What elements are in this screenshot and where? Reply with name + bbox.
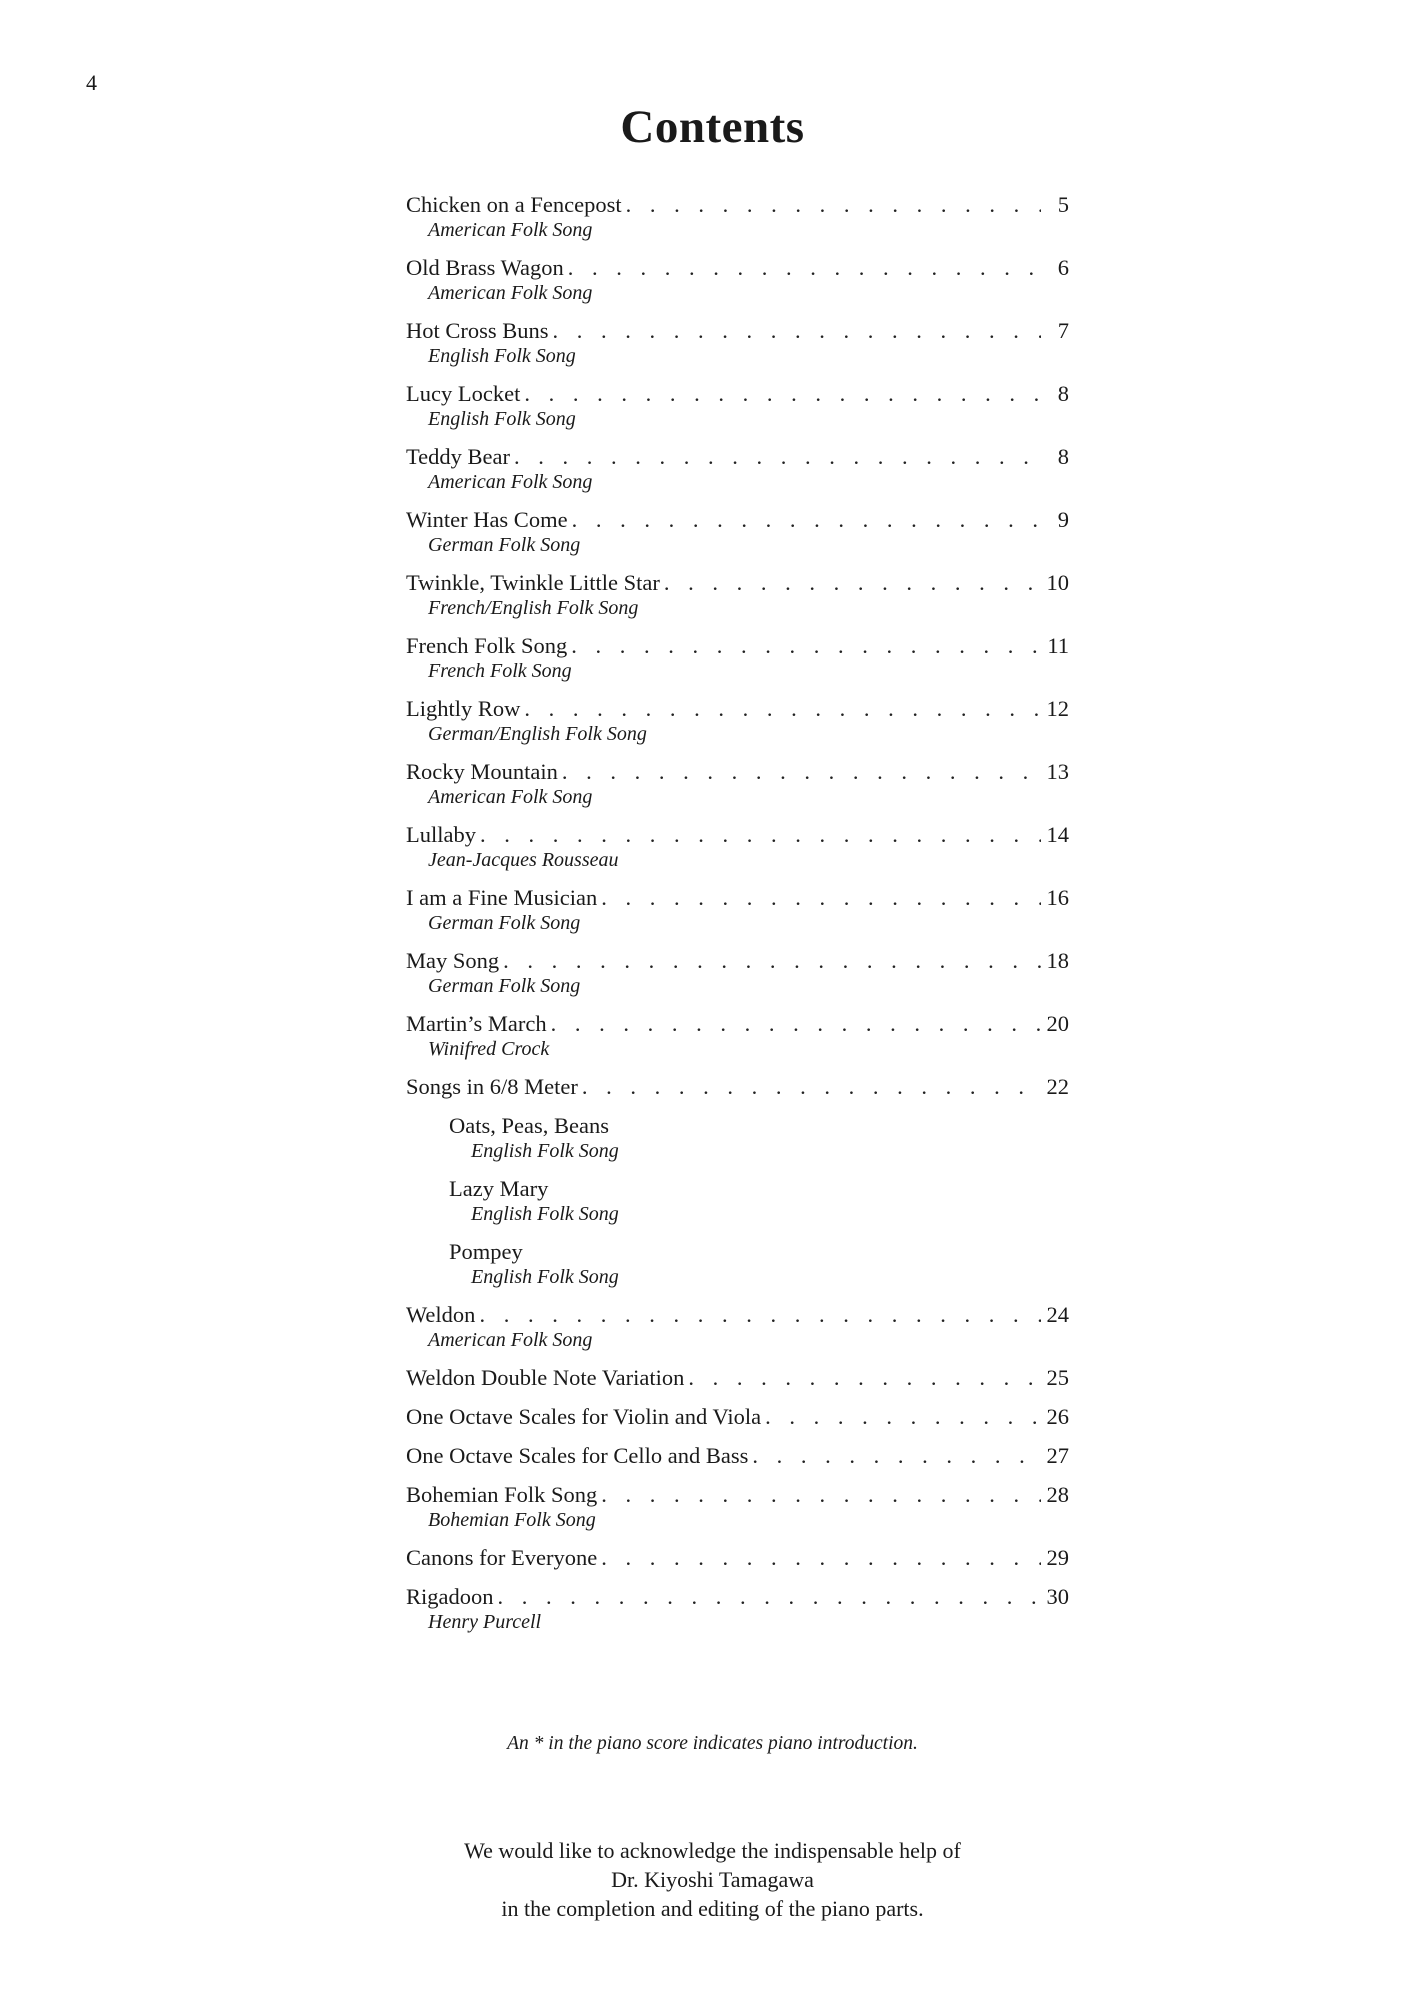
toc-entry — [406, 1443, 1069, 1469]
toc-entry-line — [406, 885, 1069, 911]
toc-entry — [406, 759, 1069, 809]
toc-entry-line — [406, 696, 1069, 722]
toc-entry-line — [406, 1443, 1069, 1469]
dot-leader — [572, 507, 1041, 533]
dot-leader — [752, 1443, 1041, 1469]
toc-subentry — [406, 1239, 1069, 1289]
toc-entry — [406, 822, 1069, 872]
toc-entry-subtitle: American Folk Song — [428, 1329, 593, 1351]
dot-leader — [480, 822, 1041, 848]
toc-entry — [406, 570, 1069, 620]
toc-entry-subtitle: Winifred Crock — [428, 1038, 550, 1060]
toc-entry-line — [406, 192, 1069, 218]
toc-entry-subtitle: American Folk Song — [428, 219, 593, 241]
toc-entry-page: 7 — [1057, 318, 1069, 343]
toc-entry — [406, 192, 1069, 242]
toc-entry-page: 25 — [1046, 1365, 1069, 1390]
toc-entry-subtitle: French/English Folk Song — [428, 597, 639, 619]
dot-leader — [601, 1482, 1041, 1508]
toc-entry-line — [406, 759, 1069, 785]
dot-leader — [664, 570, 1041, 596]
toc-entry — [406, 1365, 1069, 1391]
toc-entry — [406, 885, 1069, 935]
toc-entry-title: I am a Fine Musician — [406, 885, 598, 910]
toc-entry-title: Lightly Row — [406, 696, 521, 721]
toc-entry-subtitle: English Folk Song — [428, 345, 576, 367]
toc-entry — [406, 381, 1069, 431]
toc-entry-title: One Octave Scales for Violin and Viola — [406, 1404, 762, 1429]
toc-entry-page: 14 — [1046, 822, 1069, 847]
toc-entry-title: Bohemian Folk Song — [406, 1482, 598, 1507]
toc-entry-title: Lazy Mary — [449, 1176, 549, 1201]
toc-entry-page: 20 — [1046, 1011, 1069, 1036]
dot-leader — [571, 633, 1041, 659]
dot-leader — [601, 1545, 1041, 1571]
toc-entry-line — [406, 822, 1069, 848]
toc-entry-title: Winter Has Come — [406, 507, 568, 532]
toc-entry-line — [406, 318, 1069, 344]
toc-entry-subtitle: English Folk Song — [471, 1203, 619, 1225]
toc-entry — [406, 255, 1069, 305]
toc-entry-title: Lullaby — [406, 822, 476, 847]
dot-leader — [551, 1011, 1041, 1037]
toc-entry-page: 11 — [1047, 633, 1069, 658]
dot-leader — [524, 381, 1041, 407]
toc-entry-page: 30 — [1046, 1584, 1069, 1609]
dot-leader — [524, 696, 1041, 722]
toc-entry-title: Rigadoon — [406, 1584, 494, 1609]
toc-entry-line — [406, 570, 1069, 596]
toc-entry-line — [406, 948, 1069, 974]
dot-leader — [626, 192, 1041, 218]
dot-leader — [479, 1302, 1041, 1328]
dot-leader — [601, 885, 1041, 911]
toc-entry-page: 5 — [1057, 192, 1069, 217]
toc-entry-subtitle: Henry Purcell — [428, 1611, 542, 1633]
toc-entry-title: Twinkle, Twinkle Little Star — [406, 570, 660, 595]
toc-entry-page: 8 — [1057, 444, 1069, 469]
toc-entry-title: Weldon Double Note Variation — [406, 1365, 685, 1390]
dot-leader — [568, 255, 1041, 281]
toc-subentry — [406, 1176, 1069, 1226]
toc-entry-line — [406, 381, 1069, 407]
toc-entry — [406, 948, 1069, 998]
toc-entry-title: Canons for Everyone — [406, 1545, 598, 1570]
toc-entry-line — [406, 1074, 1069, 1100]
toc-entry-title: May Song — [406, 948, 500, 973]
toc-entry — [406, 1302, 1069, 1352]
toc-entry — [406, 1482, 1069, 1532]
toc-entry-page: 6 — [1057, 255, 1069, 280]
toc-entry-page: 28 — [1046, 1482, 1069, 1507]
toc-entry-title: Oats, Peas, Beans — [449, 1113, 609, 1138]
dot-leader — [553, 318, 1041, 344]
toc-entry-line — [406, 1011, 1069, 1037]
toc-entry-subtitle: English Folk Song — [471, 1140, 619, 1162]
toc-entry-page: 29 — [1046, 1545, 1069, 1570]
toc-entry-subtitle: French Folk Song — [428, 660, 572, 682]
piano-note: An * in the piano score indicates piano introduction. — [507, 1733, 918, 1754]
dot-leader — [503, 948, 1041, 974]
toc-entry-line — [406, 444, 1069, 470]
page-title: Contents — [620, 101, 805, 153]
toc-entry-subtitle: Jean-Jacques Rousseau — [428, 849, 619, 871]
toc-entry — [406, 507, 1069, 557]
toc-entry-line — [406, 1404, 1069, 1430]
dot-leader — [562, 759, 1041, 785]
toc-entry-subtitle: American Folk Song — [428, 282, 593, 304]
toc-entry-title: Chicken on a Fencepost — [406, 192, 622, 217]
toc-entry-subtitle: German Folk Song — [428, 975, 581, 997]
toc-entry-title: Hot Cross Buns — [406, 318, 549, 343]
toc-entry-title: Songs in 6/8 Meter — [406, 1074, 578, 1099]
toc-entry-subtitle: German Folk Song — [428, 912, 581, 934]
toc-entry — [406, 444, 1069, 494]
toc-entry-line — [449, 1176, 1069, 1202]
toc-entry-title: One Octave Scales for Cello and Bass — [406, 1443, 749, 1468]
toc-entry-page: 10 — [1046, 570, 1069, 595]
toc-entry-subtitle: English Folk Song — [471, 1266, 619, 1288]
dot-leader — [582, 1074, 1041, 1100]
toc-entry — [406, 1011, 1069, 1061]
toc-entry-title: Weldon — [406, 1302, 476, 1327]
toc-entry — [406, 633, 1069, 683]
acknowledgement-line: We would like to acknowledge the indispensable help of — [464, 1838, 961, 1863]
toc-entry — [406, 1404, 1069, 1430]
toc-subentry — [406, 1113, 1069, 1163]
dot-leader — [498, 1584, 1042, 1610]
toc-entry-title: French Folk Song — [406, 633, 568, 658]
toc-entry-page: 8 — [1057, 381, 1069, 406]
toc-entry — [406, 1545, 1069, 1571]
dot-leader — [765, 1404, 1041, 1430]
toc-entry-line — [406, 1302, 1069, 1328]
toc-entry-line — [449, 1239, 1069, 1265]
acknowledgement-line: in the completion and editing of the piano parts. — [501, 1896, 924, 1921]
toc-entry-line — [406, 633, 1069, 659]
page-number: 4 — [86, 70, 97, 95]
dot-leader — [688, 1365, 1041, 1391]
table-of-contents — [406, 192, 1069, 1647]
toc-entry-line — [406, 1482, 1069, 1508]
toc-entry-page: 24 — [1046, 1302, 1069, 1327]
toc-entry-line — [406, 255, 1069, 281]
toc-entry-subtitle: English Folk Song — [428, 408, 576, 430]
toc-entry-page: 22 — [1046, 1074, 1069, 1099]
toc-entry-page: 26 — [1046, 1404, 1069, 1429]
toc-entry-page: 16 — [1046, 885, 1069, 910]
toc-entry-title: Old Brass Wagon — [406, 255, 564, 280]
toc-entry — [406, 1584, 1069, 1634]
toc-entry-page: 27 — [1046, 1443, 1069, 1468]
toc-entry-title: Teddy Bear — [406, 444, 511, 469]
toc-entry-title: Lucy Locket — [406, 381, 521, 406]
acknowledgement-name: Dr. Kiyoshi Tamagawa — [611, 1867, 814, 1892]
toc-entry-page: 13 — [1046, 759, 1069, 784]
toc-entry-subtitle: American Folk Song — [428, 786, 593, 808]
toc-entry-page: 12 — [1046, 696, 1069, 721]
toc-entry-title: Martin’s March — [406, 1011, 547, 1036]
toc-entry-line — [406, 507, 1069, 533]
toc-entry-title: Rocky Mountain — [406, 759, 558, 784]
toc-entry-subtitle: German Folk Song — [428, 534, 581, 556]
toc-entry-line — [406, 1584, 1069, 1610]
toc-entry-subtitle: American Folk Song — [428, 471, 593, 493]
toc-entry — [406, 1074, 1069, 1100]
toc-entry — [406, 696, 1069, 746]
acknowledgement — [0, 1836, 1425, 1923]
toc-entry — [406, 318, 1069, 368]
toc-entry-line — [449, 1113, 1069, 1139]
toc-entry-subtitle: Bohemian Folk Song — [428, 1509, 596, 1531]
toc-entry-page: 9 — [1057, 507, 1069, 532]
toc-entry-title: Pompey — [449, 1239, 523, 1264]
toc-entry-line — [406, 1545, 1069, 1571]
dot-leader — [514, 444, 1041, 470]
toc-entry-line — [406, 1365, 1069, 1391]
toc-entry-page: 18 — [1046, 948, 1069, 973]
toc-entry-subtitle: German/English Folk Song — [428, 723, 647, 745]
